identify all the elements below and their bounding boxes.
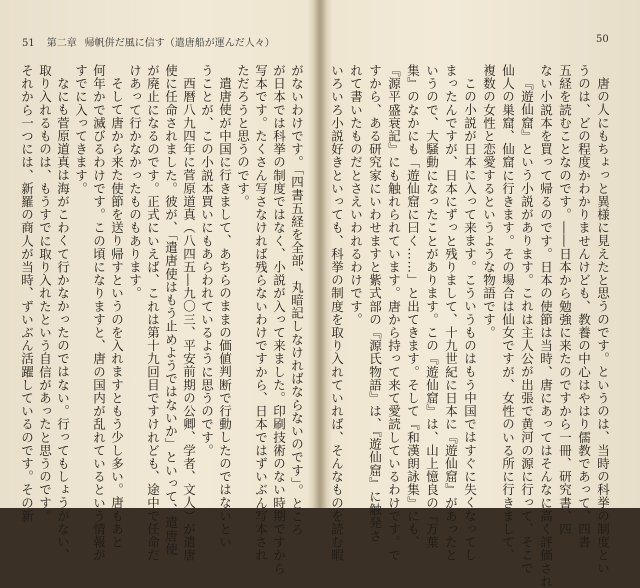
text-column: 使に任命されました。彼が、「遣唐使はもう止めようではないか」といって、遣唐使 (163, 64, 179, 556)
text-column: が日本では科挙の制度ではなく、小説が入って来ました。印刷技術のない時期ですから (271, 64, 287, 575)
text-column: 仙人の巣窟、仙窟に行きます。その場合は仙女ですが、女性のいる所に行きまして、 (500, 64, 516, 562)
running-title: 帰帆併だ風に信す（遣唐船が運んだ人々） (84, 38, 275, 49)
text-column: なにも菅原道真は海がこわくて行かなかったのではない。行ってもしょうがない、 (55, 76, 71, 562)
text-column: 五経を読むことなのです。――日本から勉強に来たのですから一冊、研究書、四 (557, 64, 573, 536)
text-column: うことが、この小説本買いにもあらわれているように思うのです。 (199, 64, 215, 457)
text-column: ただろうと思うのです。 (235, 64, 251, 209)
text-column: がないわけです。「四書五経を全部、丸暗記しなければならないのです」。ところ (289, 64, 305, 537)
text-column: 取り入れるものは、もうすでに取り入れたという自信があったと思うのです。 (37, 64, 53, 523)
text-column: ない小説本を買って帰るのです。日本の使節は当時、唐にあってはそんなに高く評価され (538, 64, 554, 588)
text-column: 『遊仙窟』という小説があります。これは主人公が出張で黄河の源に行って、そこで (519, 76, 535, 575)
text-column: 唐の人にもちょっと異様に見えたと思うのです。というのは、当時の科挙の制度とい (595, 76, 611, 575)
text-column: この小説が日本に入って来ます。こういうものはもう中国ではすぐに失くなってし (462, 76, 478, 562)
text-column: 何年かで滅びるわけです。この頃になりますと、唐の国内が乱れているという情報が (91, 64, 107, 562)
text-column: 遣唐使が中国に行きまして、あちらのままの価値判断で行動したのではないとい (217, 76, 233, 549)
right-page-number: 50 (596, 34, 609, 45)
text-column: れて書いたものだとさえいわれるわけです。 (348, 64, 364, 326)
text-column: すから、ある研究家にいわせますと紫式部の『源氏物語』は、『遊仙窟』に触発さ (367, 64, 383, 543)
text-column: うのは、どの程度かわかりませんけども、教養の中心はやはり儒教であって、四書 (576, 64, 592, 549)
left-page-number: 51 (22, 38, 35, 49)
text-column: 集』のなかにも「遊仙窟に曰く……」と出てきます。そして『和漢朗詠集』にも、 (405, 64, 421, 549)
text-column: すでに入ってきます。 (73, 64, 89, 195)
text-column: 複数の女性と恋愛するというような物語です。 (481, 64, 497, 340)
text-column: 写本です。たくさん写さなければ残らないわけですから、日本ではずいぶん写本され (253, 64, 269, 562)
text-column: 『源平盛衰記』にも触れられています。唐から持って来て愛読しているわけです。で (386, 64, 402, 562)
text-column: まったんですが、日本にずっと残りまして、十九世紀に日本に『遊仙窟』があったと (443, 64, 459, 562)
text-column: けあって行かなかったものもあります。 (127, 64, 143, 300)
text-column: 西暦八九四年に菅原道真（八四五―九〇三、平安前期の公卿、学者、文人）が遣唐 (181, 76, 197, 562)
left-page-header (22, 34, 275, 49)
text-column: それから一つには、新羅の商人が当時、ずいぶん活躍しているのです。その新 (19, 64, 35, 523)
chapter-label: 第二章 (46, 38, 77, 49)
text-column: いうので、大騒動になったことがあります。この『遊仙窟』は、山上憶良の『万葉 (424, 64, 440, 549)
text-column: が廃止になるのです。正式にいえば、これは第十九回目ですけれども、途中で任命だ (145, 64, 161, 562)
book-gutter (313, 0, 327, 508)
text-column: いろいろ小説好きといっても、科挙の制度を取り入れていれば、そんなものを読む暇 (329, 64, 345, 562)
text-column: そして唐から来た使節を送り帰すというのを入れますともう少し多い。唐もあと (109, 76, 125, 549)
